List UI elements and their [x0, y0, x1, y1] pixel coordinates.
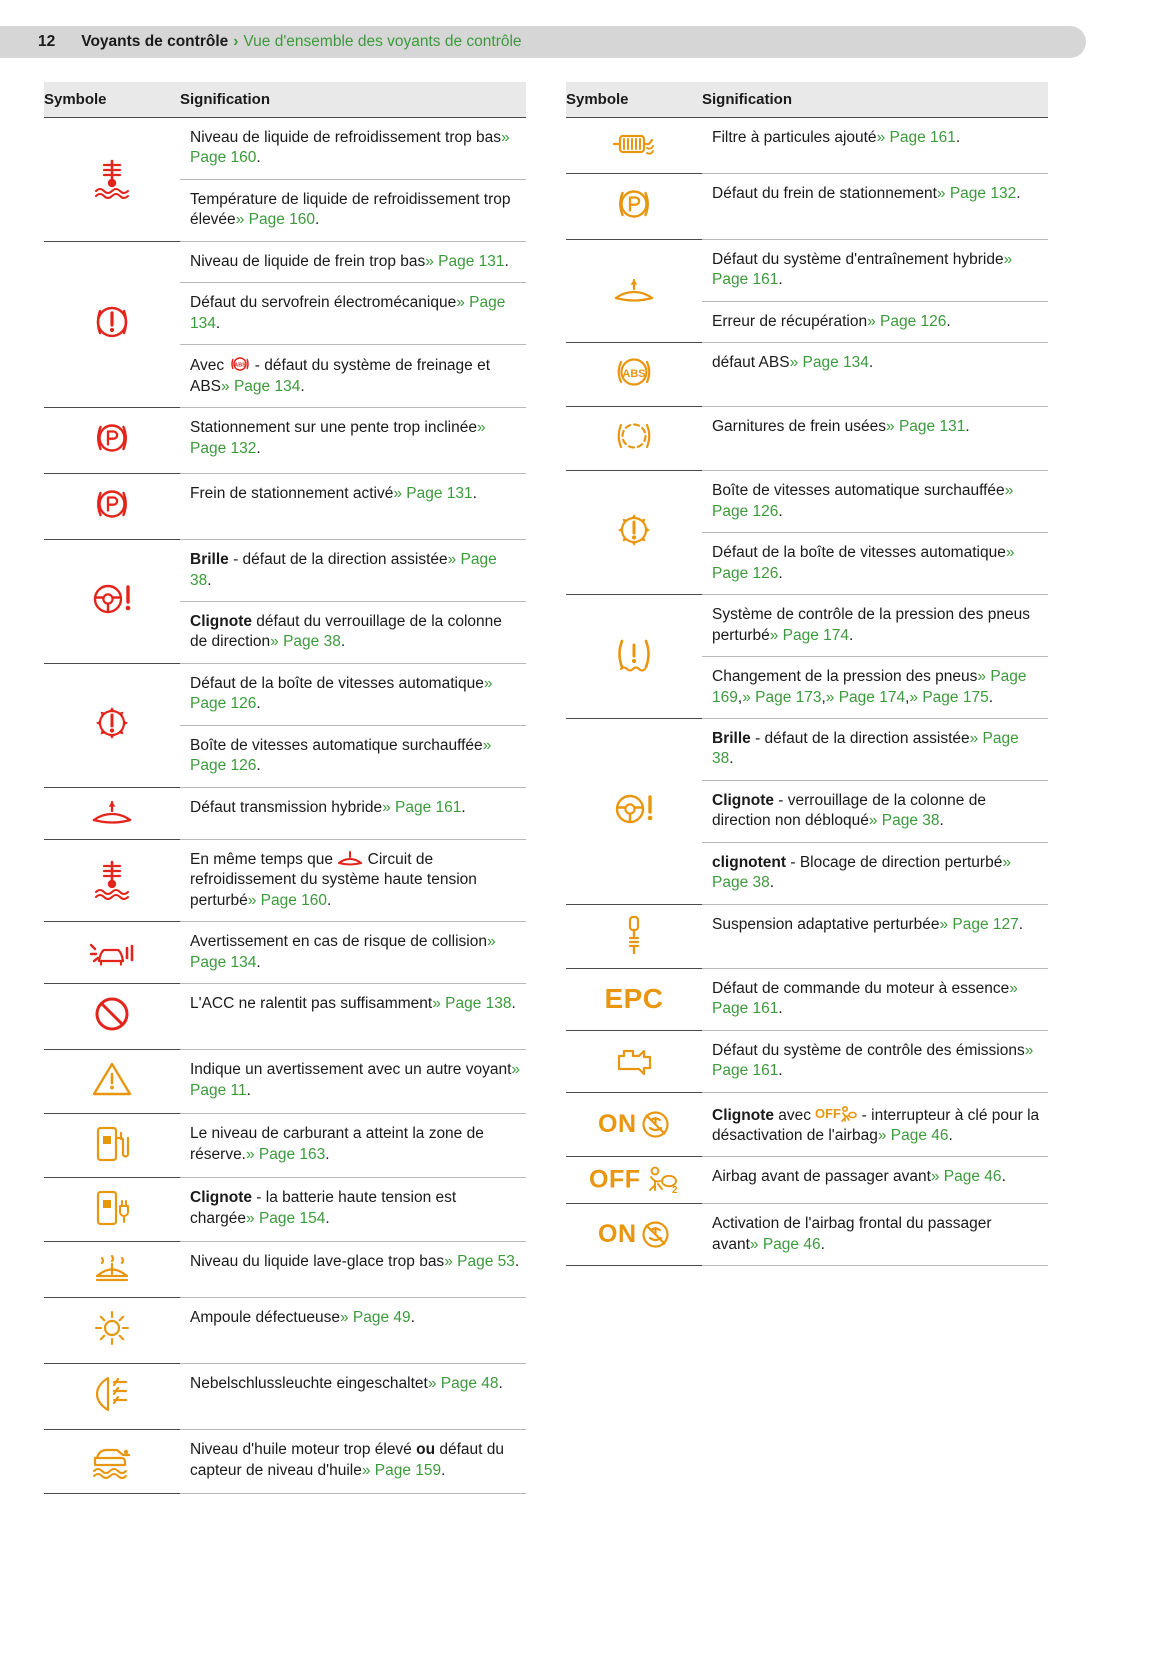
body-text: Changement de la pression des pneus — [712, 668, 978, 686]
meaning-cell — [702, 780, 1048, 842]
emphasis-text: Brille — [190, 551, 229, 569]
page-reference[interactable]: » Page 161 — [876, 129, 956, 146]
symbol-cell — [44, 1242, 180, 1298]
table-row — [566, 1030, 1048, 1092]
body-text: . — [965, 418, 970, 436]
page-reference[interactable]: » Page 38 — [190, 551, 497, 589]
warning-lights-table-left — [44, 82, 526, 1494]
body-text: Stationnement sur une pente trop inclinée — [190, 419, 477, 437]
body-text: Niveau du liquide lave-glace trop bas — [190, 1253, 445, 1271]
adaptive-suspension-icon — [620, 913, 648, 955]
body-text: Défaut du servofrein électromécanique — [190, 294, 457, 312]
body-text: . — [778, 1062, 783, 1080]
page-reference[interactable]: » Page 154 — [246, 1209, 326, 1227]
body-text: Avertissement en cas de risque de collision — [190, 933, 487, 951]
body-text: , — [905, 688, 910, 706]
body-text: . — [868, 354, 874, 372]
page-reference[interactable]: » Page 126 — [712, 544, 1015, 582]
meaning-cell — [180, 179, 526, 241]
body-text: Défaut de la boîte de vitesses automatique — [712, 544, 1006, 562]
steering-wheel-warning-icon — [611, 787, 657, 831]
gearbox-warning-icon — [90, 701, 134, 745]
meaning-cell — [702, 1204, 1048, 1266]
fuel-level-icon — [91, 1122, 133, 1164]
epc-icon: EPC — [604, 983, 664, 1015]
meaning-cell — [702, 118, 1048, 174]
body-text: . — [778, 564, 783, 582]
body-text: - défaut de la direction assistée — [750, 729, 970, 747]
symbol-cell — [44, 1178, 180, 1242]
page-reference[interactable]: » Page 161 — [712, 979, 1018, 1018]
body-text: défaut du capteur de niveau d'huile — [190, 1441, 505, 1479]
airbag-off-icon: OFF 2 — [589, 1165, 678, 1197]
body-text: - défaut du système de freinage et ABS — [190, 357, 491, 395]
rear-fog-light-icon — [92, 1372, 132, 1416]
airbag-on-icon: ON — [598, 1110, 670, 1139]
meaning-cell — [180, 1364, 526, 1430]
meaning-cell — [180, 283, 526, 345]
table-header-row — [566, 82, 1048, 118]
body-text: . — [325, 1145, 330, 1163]
parking-brake-icon — [90, 416, 134, 460]
table-row — [44, 839, 526, 921]
meaning-cell — [180, 345, 526, 408]
body-text: Erreur de récupération — [712, 312, 868, 330]
airbag-on-icon: ON — [598, 1220, 670, 1249]
body-text: - verrouillage de la colonne de direction non débloqué — [712, 791, 986, 830]
body-text: L'ACC ne ralentit pas suffisamment — [190, 995, 433, 1013]
table-row — [44, 408, 526, 474]
body-text: - Blocage de direction perturbé — [786, 853, 1003, 871]
meaning-cell — [180, 118, 526, 180]
page-reference[interactable]: » Page 175 — [909, 688, 989, 706]
body-text: . — [504, 252, 509, 270]
meaning-cell — [180, 663, 526, 725]
hybrid-drive-icon — [612, 274, 656, 304]
page-reference[interactable]: » Page 126 — [190, 736, 492, 775]
table-row — [566, 240, 1048, 302]
body-text: . — [215, 314, 221, 332]
table-row — [44, 1364, 526, 1430]
page-reference[interactable]: » Page 49 — [339, 1309, 411, 1327]
page-reference[interactable]: » Page 134 — [190, 933, 496, 971]
page-reference[interactable]: » Page 163 — [246, 1145, 326, 1163]
body-text: Frein de stationnement activé — [190, 485, 394, 503]
body-text: Système de contrôle de la pression des pneus perturbé — [712, 606, 1030, 644]
body-text: . — [256, 757, 261, 775]
meaning-cell — [180, 1298, 526, 1364]
body-text: . — [778, 1000, 783, 1018]
section-title: Vue d'ensemble des voyants de contrôle — [243, 33, 522, 50]
meaning-cell — [702, 968, 1048, 1030]
washer-fluid-icon — [90, 1250, 134, 1284]
body-text: Le niveau de carburant a atteint la zone de réserve. — [190, 1125, 484, 1163]
chapter-title: Voyants de contrôle — [81, 33, 229, 50]
page-reference[interactable]: » Page 126 — [867, 312, 947, 330]
meaning-cell — [180, 984, 526, 1050]
page-reference[interactable]: » Page 161 — [712, 1041, 1034, 1080]
emphasis-text: Clignote — [190, 1189, 252, 1207]
page-reference[interactable]: » Page 131 — [425, 252, 505, 270]
body-text: . — [498, 1375, 503, 1393]
body-text: , — [737, 688, 743, 706]
page-reference[interactable]: » Page 132 — [936, 185, 1017, 202]
page-reference[interactable]: » Page 131 — [886, 418, 966, 436]
symbol-cell — [44, 540, 180, 664]
body-text: Boîte de vitesses automatique surchauffée — [190, 736, 483, 754]
table-row — [566, 118, 1048, 174]
page-reference[interactable]: » Page 48 — [427, 1375, 499, 1393]
parking-brake-icon — [90, 482, 134, 526]
column-header-symbol: Symbole — [44, 82, 180, 118]
body-text: Suspension adaptative perturbée — [712, 915, 940, 933]
page-reference[interactable]: » Page 134 — [190, 294, 506, 332]
meaning-cell — [180, 1050, 526, 1114]
meaning-cell — [180, 922, 526, 984]
page-reference[interactable]: » Page 159 — [361, 1461, 442, 1479]
parking-brake-icon — [612, 182, 656, 226]
table-row — [566, 407, 1048, 471]
table-row — [44, 118, 526, 180]
body-text: . — [441, 1461, 446, 1479]
meaning-cell — [180, 1178, 526, 1242]
table-row — [44, 922, 526, 984]
warning-triangle-icon — [90, 1058, 134, 1100]
coolant-temperature-icon — [91, 153, 133, 200]
body-text: , — [821, 688, 826, 706]
body-text: . — [1001, 1168, 1006, 1186]
symbol-cell — [566, 471, 702, 595]
brake-warning-icon — [90, 300, 134, 344]
page-reference[interactable]: » Page 174 — [825, 688, 906, 706]
body-text: Défaut du système d'entraînement hybride — [712, 251, 1004, 268]
collision-warning-icon — [88, 931, 136, 969]
table-row — [44, 787, 526, 839]
page-reference[interactable]: » Page 132 — [190, 419, 486, 457]
body-text: Nebelschlussleuchte eingeschaltet — [190, 1375, 428, 1393]
meaning-cell — [702, 240, 1048, 302]
brake-pads-worn-icon — [612, 415, 656, 457]
body-text: . — [327, 891, 332, 909]
meaning-cell — [702, 301, 1048, 342]
symbol-cell — [44, 474, 180, 540]
emphasis-text: Clignote — [712, 791, 774, 809]
symbol-cell — [566, 174, 702, 240]
page-reference[interactable]: » Page 134 — [789, 354, 869, 372]
body-text: défaut du verrouillage de la colonne de direction — [190, 613, 502, 651]
symbol-cell — [44, 1050, 180, 1114]
steering-wheel-warning-icon — [89, 577, 135, 621]
hybrid-drive-icon — [90, 796, 134, 826]
symbol-cell — [44, 118, 180, 242]
table-row — [44, 1114, 526, 1178]
page-reference[interactable]: » Page 131 — [393, 485, 473, 503]
page-reference[interactable]: » Page 126 — [712, 482, 1014, 520]
emphasis-text: clignotent — [712, 853, 787, 871]
body-text: Avec — [190, 357, 229, 375]
symbol-cell — [566, 407, 702, 471]
table-row — [44, 984, 526, 1050]
table-row — [566, 174, 1048, 240]
table-row — [566, 471, 1048, 533]
page-reference[interactable]: » Page 46 — [749, 1235, 821, 1253]
symbol-cell — [44, 241, 180, 407]
symbol-cell — [566, 118, 702, 174]
gearbox-warning-icon — [612, 508, 656, 552]
engine-check-icon — [611, 1040, 657, 1078]
table-row — [44, 241, 526, 282]
body-text: . — [256, 953, 261, 971]
body-text: . — [300, 377, 305, 395]
meaning-cell — [702, 343, 1048, 407]
body-text: . — [514, 1253, 520, 1271]
body-text: . — [410, 1309, 415, 1327]
abs-warning-icon — [610, 351, 658, 393]
body-text: Température de liquide de refroidissement trop élevée — [190, 190, 511, 229]
body-text: Défaut de commande du moteur à essence — [712, 979, 1010, 997]
hybrid-small-icon — [337, 850, 363, 871]
table-row — [566, 904, 1048, 968]
body-text: . — [778, 502, 783, 520]
body-text: Boîte de vitesses automatique surchauffée — [712, 482, 1005, 500]
page-reference[interactable]: » Page 161 — [382, 798, 462, 816]
page-reference[interactable]: » Page 161 — [712, 251, 1013, 289]
page-reference[interactable]: » Page 127 — [939, 915, 1019, 933]
emphasis-text: Brille — [712, 729, 751, 747]
body-text: . — [511, 995, 516, 1013]
acc-no-entry-icon — [90, 992, 134, 1036]
abs-small-icon — [229, 355, 251, 377]
column-header-symbol: Symbole — [566, 82, 702, 118]
meaning-cell — [702, 595, 1048, 657]
body-text: avec — [774, 1106, 816, 1124]
table-row — [566, 718, 1048, 780]
running-header — [0, 26, 1086, 58]
symbol-cell — [566, 595, 702, 719]
body-text: En même temps que — [190, 850, 338, 868]
table-row — [566, 1204, 1048, 1266]
symbol-cell — [44, 984, 180, 1050]
body-text: . — [461, 798, 466, 816]
symbol-cell — [566, 718, 702, 904]
table-row — [566, 595, 1048, 657]
page-reference[interactable]: » Page 46 — [877, 1127, 949, 1145]
body-text: . — [955, 129, 961, 146]
symbol-cell — [44, 1364, 180, 1430]
body-text: . — [1016, 185, 1021, 202]
symbol-cell — [44, 408, 180, 474]
symbol-cell — [44, 787, 180, 839]
body-text: défaut ABS — [712, 354, 790, 372]
meaning-cell — [180, 839, 526, 921]
page-number: 12 — [38, 33, 56, 50]
symbol-cell — [566, 343, 702, 407]
engine-oil-level-icon — [89, 1438, 135, 1480]
table-row — [44, 540, 526, 602]
meaning-cell — [180, 474, 526, 540]
body-text: . — [988, 688, 994, 706]
emphasis-text: Clignote — [190, 613, 252, 631]
particle-filter-icon — [611, 126, 657, 160]
column-header-meaning: Signification — [180, 82, 526, 118]
meaning-cell — [702, 1157, 1048, 1204]
table-row — [566, 1157, 1048, 1204]
content-columns — [44, 82, 1122, 1494]
page-reference[interactable]: » Page 160 — [190, 129, 510, 167]
body-text: Niveau d'huile moteur trop élevé — [190, 1441, 417, 1459]
airbag-off-small-icon — [815, 1103, 857, 1127]
table-row — [44, 1242, 526, 1298]
body-text: Garnitures de frein usées — [712, 418, 887, 436]
meaning-cell — [702, 1092, 1048, 1157]
body-text: Ampoule défectueuse — [190, 1309, 340, 1327]
svg-text:ABS: ABS — [622, 368, 646, 381]
symbol-cell — [44, 1430, 180, 1494]
symbol-cell — [44, 922, 180, 984]
body-text: . — [820, 1235, 825, 1253]
emphasis-text: Clignote — [712, 1106, 774, 1124]
meaning-cell — [180, 602, 526, 664]
body-text: Défaut transmission hybride — [190, 798, 383, 816]
table-row — [44, 1298, 526, 1364]
meaning-cell — [180, 1430, 526, 1494]
meaning-cell — [180, 1114, 526, 1178]
body-text: Défaut de la boîte de vitesses automatique — [190, 674, 484, 692]
body-text: . — [778, 271, 783, 289]
column-header-meaning: Signification — [702, 82, 1048, 118]
table-row — [566, 968, 1048, 1030]
page-reference[interactable]: » Page 138 — [432, 995, 512, 1013]
svg-text:OFF: OFF — [815, 1105, 842, 1121]
left-column — [44, 82, 526, 1494]
body-text: . — [1018, 915, 1024, 933]
body-text: . — [946, 312, 951, 330]
meaning-cell — [702, 718, 1048, 780]
page-reference[interactable]: » Page 134 — [221, 377, 301, 395]
meaning-cell — [180, 241, 526, 282]
page-reference[interactable]: » Page 38 — [868, 812, 940, 830]
symbol-cell — [44, 663, 180, 787]
table-row — [566, 1092, 1048, 1157]
body-text: . — [256, 695, 261, 713]
body-text: Défaut du frein de stationnement — [712, 185, 937, 202]
meaning-cell — [180, 540, 526, 602]
symbol-cell — [566, 968, 702, 1030]
body-text: . — [256, 439, 261, 457]
svg-text:2: 2 — [671, 1185, 678, 1197]
symbol-cell — [566, 1030, 702, 1092]
meaning-cell — [702, 533, 1048, 595]
page-reference[interactable]: » Page 174 — [769, 626, 850, 644]
meaning-cell — [702, 842, 1048, 904]
body-text: Indique un avertissement avec un autre voyant — [190, 1061, 512, 1079]
meaning-cell — [702, 657, 1048, 719]
page-reference[interactable]: » Page 38 — [712, 853, 1011, 892]
meaning-cell — [180, 787, 526, 839]
meaning-cell — [702, 1030, 1048, 1092]
symbol-cell — [44, 1114, 180, 1178]
page-reference[interactable]: » Page 11 — [190, 1061, 521, 1099]
body-text: - défaut de la direction assistée — [228, 551, 448, 569]
meaning-cell — [180, 1242, 526, 1298]
page-reference[interactable]: » Page 160 — [247, 891, 328, 909]
body-text: . — [729, 750, 734, 768]
page-reference[interactable]: » Page 46 — [930, 1168, 1002, 1186]
table-row — [566, 343, 1048, 407]
meaning-cell — [702, 407, 1048, 471]
breadcrumb-separator: › — [233, 33, 239, 50]
symbol-cell — [566, 1204, 702, 1266]
fuel-charging-icon — [91, 1186, 133, 1228]
page-reference[interactable]: » Page 53 — [444, 1253, 515, 1271]
body-text: . — [246, 1081, 251, 1099]
body-text: . — [948, 1127, 953, 1145]
body-text: Circuit de refroidissement du système haute tension perturbé — [190, 850, 477, 909]
symbol-cell — [44, 839, 180, 921]
symbol-cell — [566, 1092, 702, 1157]
body-text: - interrupteur à clé pour la désactivation de l'airbag — [712, 1106, 1040, 1145]
table-row — [44, 663, 526, 725]
body-text: . — [325, 1209, 330, 1227]
symbol-cell — [566, 904, 702, 968]
table-header-row — [44, 82, 526, 118]
body-text: . — [472, 485, 477, 503]
coolant-temperature-icon — [91, 854, 133, 901]
meaning-cell — [180, 725, 526, 787]
svg-text:ABS: ABS — [233, 362, 246, 369]
page-reference[interactable]: » Page 126 — [190, 674, 493, 713]
right-column — [566, 82, 1048, 1494]
meaning-cell — [702, 904, 1048, 968]
body-text: . — [340, 633, 346, 651]
body-text: - la batterie haute tension est chargée — [190, 1189, 457, 1227]
body-text: . — [769, 874, 775, 892]
body-text: Airbag avant de passager avant — [712, 1168, 931, 1186]
page-reference[interactable]: » Page 169 — [712, 668, 1027, 706]
body-text: Activation de l'airbag frontal du passager avant — [712, 1215, 992, 1253]
meaning-cell — [702, 471, 1048, 533]
table-row — [44, 474, 526, 540]
symbol-cell — [566, 1157, 702, 1204]
meaning-cell — [180, 408, 526, 474]
body-text: . — [207, 571, 212, 589]
tyre-pressure-icon — [610, 633, 658, 675]
page-reference[interactable]: » Page 38 — [712, 729, 1019, 768]
symbol-cell — [44, 1298, 180, 1364]
body-text: Niveau de liquide de frein trop bas — [190, 252, 426, 270]
table-row — [44, 1178, 526, 1242]
body-text: . — [256, 149, 261, 167]
page-reference[interactable]: » Page 38 — [270, 633, 341, 651]
warning-lights-table-right — [566, 82, 1048, 1266]
body-text: Filtre à particules ajouté — [712, 129, 877, 146]
meaning-cell — [702, 174, 1048, 240]
table-row — [44, 1430, 526, 1494]
bulb-failure-icon — [90, 1306, 134, 1350]
symbol-cell — [566, 240, 702, 343]
page-reference[interactable]: » Page 160 — [235, 211, 315, 229]
body-text: . — [314, 211, 320, 229]
body-text: . — [939, 812, 944, 830]
emphasis-text: ou — [416, 1441, 436, 1459]
body-text: Défaut du système de contrôle des émissions — [712, 1041, 1025, 1059]
table-row — [44, 1050, 526, 1114]
page-reference[interactable]: » Page 173 — [742, 688, 822, 706]
body-text: Niveau de liquide de refroidissement trop bas — [190, 129, 502, 146]
body-text: . — [849, 626, 854, 644]
